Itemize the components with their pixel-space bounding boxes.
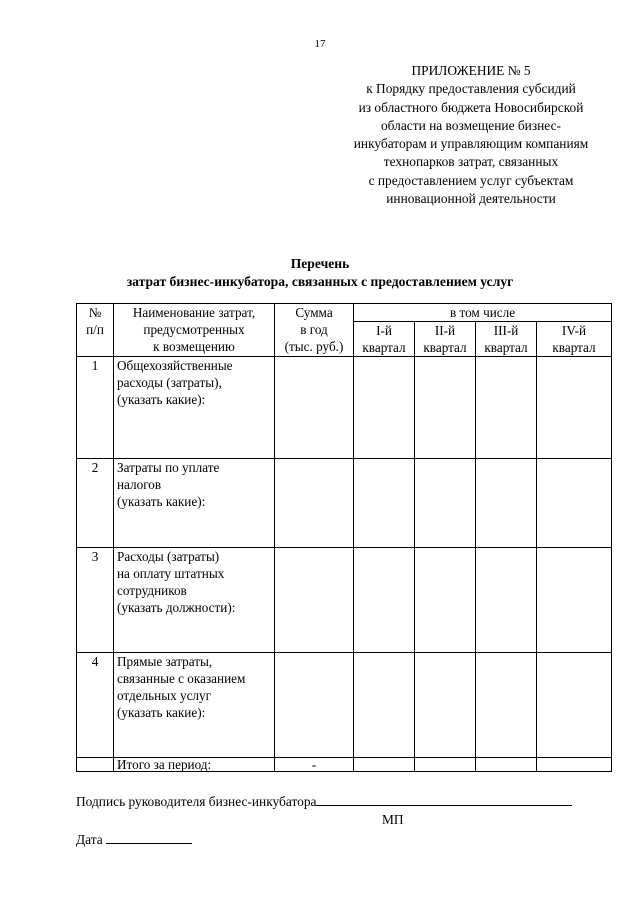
row-number: 4: [77, 653, 114, 758]
row-number: 3: [77, 548, 114, 653]
date-label: Дата: [76, 832, 103, 847]
row-q4-cell: [537, 548, 612, 653]
page-number: 17: [314, 38, 326, 50]
row-sum-cell: [275, 548, 354, 653]
header-quarter-1: I-й квартал: [354, 322, 415, 357]
appendix-block: [330, 62, 612, 208]
row-q1-cell: [354, 357, 415, 459]
row-cost-name: Затраты по уплате налогов (указать какие):: [114, 459, 275, 548]
total-sum: -: [275, 758, 354, 772]
table-row: [77, 357, 612, 459]
total-q3-cell: [476, 758, 537, 772]
header-cost-name: Наименование затрат, предусмотренных к возмещению: [114, 304, 275, 357]
row-q2-cell: [415, 548, 476, 653]
total-label: Итого за период:: [114, 758, 275, 772]
signature-line: [76, 792, 572, 810]
table-row: [77, 548, 612, 653]
total-number-cell: [77, 758, 114, 772]
row-q1-cell: [354, 459, 415, 548]
appendix-line: инкубаторам и управляющим компаниям: [353, 136, 589, 152]
appendix-title: ПРИЛОЖЕНИЕ № 5: [411, 63, 531, 78]
signature-label: Подпись руководителя бизнес-инкубатора: [76, 794, 317, 809]
row-q4-cell: [537, 459, 612, 548]
row-q1-cell: [354, 653, 415, 758]
row-sum-cell: [275, 653, 354, 758]
row-q4-cell: [537, 357, 612, 459]
signature-blank: [316, 792, 572, 806]
row-q2-cell: [415, 459, 476, 548]
heading-title: Перечень: [290, 256, 350, 271]
appendix-line: к Порядку предоставления субсидий: [366, 81, 576, 97]
header-quarter-4: IV-й квартал: [537, 322, 612, 357]
date-blank: [106, 830, 192, 844]
appendix-line: технопарков затрат, связанных: [383, 154, 559, 170]
row-q3-cell: [476, 653, 537, 758]
row-q2-cell: [415, 653, 476, 758]
total-q2-cell: [415, 758, 476, 772]
table-total-row: [77, 758, 612, 772]
costs-table: [76, 303, 612, 772]
stamp-label: МП: [382, 812, 404, 827]
total-q4-cell: [537, 758, 612, 772]
header-including: в том числе: [354, 304, 612, 322]
appendix-line: области на возмещение бизнес-: [380, 117, 561, 133]
table-header-row: [77, 304, 612, 322]
table-row: [77, 459, 612, 548]
row-q4-cell: [537, 653, 612, 758]
row-number: 1: [77, 357, 114, 459]
row-q3-cell: [476, 548, 537, 653]
row-cost-name: Расходы (затраты) на оплату штатных сотрудников (указать должности):: [114, 548, 275, 653]
row-number: 2: [77, 459, 114, 548]
row-q1-cell: [354, 548, 415, 653]
total-q1-cell: [354, 758, 415, 772]
appendix-line: с предоставлением услуг субъектам: [368, 172, 574, 188]
row-cost-name: Прямые затраты, связанные с оказанием отдельных услуг (указать какие):: [114, 653, 275, 758]
row-cost-name: Общехозяйственные расходы (затраты), (указать какие):: [114, 357, 275, 459]
row-q2-cell: [415, 357, 476, 459]
table-row: [77, 653, 612, 758]
header-annual-sum: Сумма в год (тыс. руб.): [275, 304, 354, 357]
appendix-line: из областного бюджета Новосибирской: [358, 99, 584, 115]
row-sum-cell: [275, 357, 354, 459]
row-sum-cell: [275, 459, 354, 548]
row-q3-cell: [476, 357, 537, 459]
heading-subtitle: затрат бизнес-инкубатора, связанных с предоставлением услуг: [126, 274, 514, 289]
row-q3-cell: [476, 459, 537, 548]
header-number: № п/п: [77, 304, 114, 357]
header-quarter-2: II-й квартал: [415, 322, 476, 357]
header-quarter-3: III-й квартал: [476, 322, 537, 357]
date-line: [76, 830, 192, 848]
appendix-line: инновационной деятельности: [386, 191, 556, 207]
document-heading: [0, 255, 640, 291]
